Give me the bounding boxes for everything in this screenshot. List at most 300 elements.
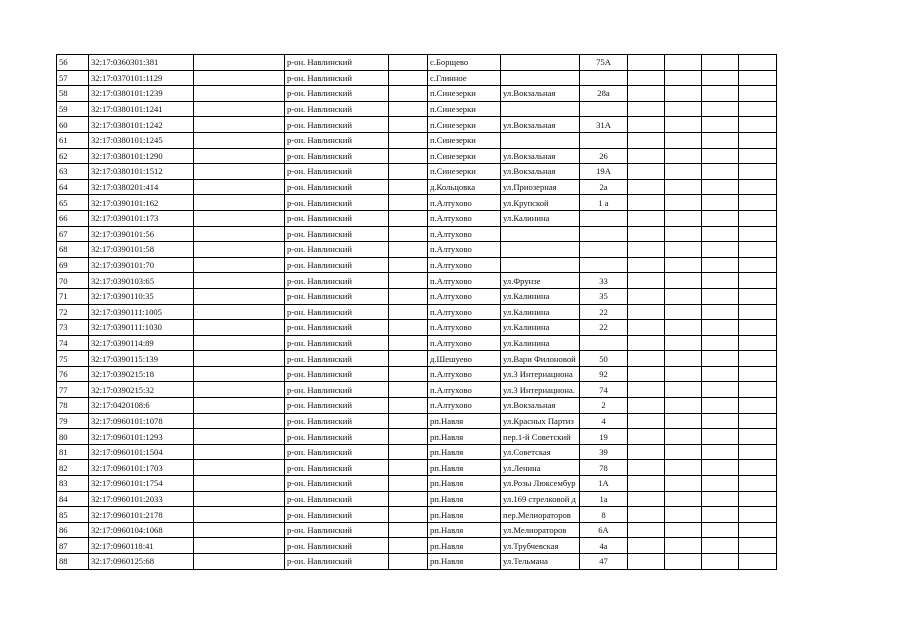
district-cell: р-он. Навлинский [285, 351, 389, 367]
table-row [57, 538, 777, 554]
house-number-cell [580, 257, 628, 273]
row-number-cell: 72 [57, 304, 89, 320]
empty-cell [665, 132, 702, 148]
empty-cell [628, 460, 665, 476]
house-number-cell [580, 70, 628, 86]
cadastral-number-cell: 32:17:0960101:2033 [89, 491, 194, 507]
district-cell: р-он. Навлинский [285, 522, 389, 538]
empty-cell [628, 273, 665, 289]
empty-cell [194, 507, 285, 523]
empty-cell [194, 522, 285, 538]
row-number-cell: 82 [57, 460, 89, 476]
district-cell: р-он. Навлинский [285, 226, 389, 242]
settlement-cell: п.Алтухово [428, 288, 501, 304]
street-cell: ул.Вари Филоновой [501, 351, 580, 367]
empty-cell [389, 351, 428, 367]
empty-cell [194, 86, 285, 102]
table-row [57, 366, 777, 382]
empty-cell [389, 226, 428, 242]
row-number-cell: 84 [57, 491, 89, 507]
row-number-cell: 71 [57, 288, 89, 304]
empty-cell [194, 148, 285, 164]
empty-cell [665, 507, 702, 523]
empty-cell [194, 398, 285, 414]
empty-cell [194, 242, 285, 258]
empty-cell [194, 226, 285, 242]
district-cell: р-он. Навлинский [285, 55, 389, 71]
district-cell: р-он. Навлинский [285, 398, 389, 414]
empty-cell [702, 320, 739, 336]
empty-cell [389, 429, 428, 445]
row-number-cell: 78 [57, 398, 89, 414]
empty-cell [389, 460, 428, 476]
row-number-cell: 77 [57, 382, 89, 398]
empty-cell [702, 117, 739, 133]
empty-cell [628, 335, 665, 351]
empty-cell [389, 491, 428, 507]
empty-cell [389, 304, 428, 320]
empty-cell [628, 70, 665, 86]
table-row [57, 413, 777, 429]
empty-cell [739, 382, 777, 398]
district-cell: р-он. Навлинский [285, 86, 389, 102]
empty-cell [702, 366, 739, 382]
empty-cell [628, 507, 665, 523]
empty-cell [389, 273, 428, 289]
district-cell: р-он. Навлинский [285, 335, 389, 351]
street-cell: ул.Калинина [501, 304, 580, 320]
house-number-cell: 2а [580, 179, 628, 195]
empty-cell [628, 398, 665, 414]
settlement-cell: п.Алтухово [428, 226, 501, 242]
empty-cell [739, 538, 777, 554]
district-cell: р-он. Навлинский [285, 273, 389, 289]
street-cell: ул.169 стрелковой д [501, 491, 580, 507]
house-number-cell: 1 а [580, 195, 628, 211]
cadastral-number-cell: 32:17:0960118:41 [89, 538, 194, 554]
empty-cell [665, 444, 702, 460]
cadastral-number-cell: 32:17:0380101:1239 [89, 86, 194, 102]
empty-cell [739, 398, 777, 414]
row-number-cell: 58 [57, 86, 89, 102]
empty-cell [628, 164, 665, 180]
street-cell [501, 242, 580, 258]
district-cell: р-он. Навлинский [285, 242, 389, 258]
empty-cell [628, 179, 665, 195]
empty-cell [702, 226, 739, 242]
table-row [57, 320, 777, 336]
table-row [57, 476, 777, 492]
row-number-cell: 79 [57, 413, 89, 429]
cadastral-number-cell: 32:17:0380101:1245 [89, 132, 194, 148]
empty-cell [665, 538, 702, 554]
settlement-cell: рп.Навля [428, 507, 501, 523]
row-number-cell: 75 [57, 351, 89, 367]
empty-cell [665, 429, 702, 445]
empty-cell [194, 288, 285, 304]
empty-cell [194, 554, 285, 570]
empty-cell [665, 242, 702, 258]
empty-cell [739, 164, 777, 180]
empty-cell [665, 398, 702, 414]
empty-cell [194, 195, 285, 211]
house-number-cell: 33 [580, 273, 628, 289]
settlement-cell: рп.Навля [428, 460, 501, 476]
empty-cell [389, 522, 428, 538]
empty-cell [702, 382, 739, 398]
empty-cell [739, 86, 777, 102]
empty-cell [628, 226, 665, 242]
empty-cell [194, 179, 285, 195]
table-row [57, 554, 777, 570]
house-number-cell: 19А [580, 164, 628, 180]
settlement-cell: п.Алтухово [428, 304, 501, 320]
empty-cell [702, 164, 739, 180]
settlement-cell: д.Шешуево [428, 351, 501, 367]
house-number-cell: 92 [580, 366, 628, 382]
empty-cell [389, 444, 428, 460]
cadastral-number-cell: 32:17:0390215:18 [89, 366, 194, 382]
settlement-cell: рп.Навля [428, 429, 501, 445]
table-row [57, 304, 777, 320]
empty-cell [702, 491, 739, 507]
house-number-cell: 4а [580, 538, 628, 554]
empty-cell [194, 476, 285, 492]
row-number-cell: 62 [57, 148, 89, 164]
empty-cell [739, 351, 777, 367]
house-number-cell: 28а [580, 86, 628, 102]
settlement-cell: п.Алтухово [428, 382, 501, 398]
empty-cell [739, 195, 777, 211]
settlement-cell: рп.Навля [428, 476, 501, 492]
empty-cell [628, 288, 665, 304]
empty-cell [628, 382, 665, 398]
empty-cell [665, 55, 702, 71]
empty-cell [665, 335, 702, 351]
table-row [57, 382, 777, 398]
street-cell: ул.Ленина [501, 460, 580, 476]
empty-cell [194, 257, 285, 273]
table-row [57, 288, 777, 304]
table-row [57, 132, 777, 148]
cadastral-number-cell: 32:17:0390115:139 [89, 351, 194, 367]
house-number-cell [580, 132, 628, 148]
settlement-cell: рп.Навля [428, 444, 501, 460]
cadastral-number-cell: 32:17:0390111:1030 [89, 320, 194, 336]
empty-cell [702, 70, 739, 86]
cadastral-number-cell: 32:17:0960101:2178 [89, 507, 194, 523]
empty-cell [702, 444, 739, 460]
house-number-cell: 47 [580, 554, 628, 570]
empty-cell [702, 351, 739, 367]
street-cell: ул.Вокзальная [501, 117, 580, 133]
cadastral-number-cell: 32:17:0390110:35 [89, 288, 194, 304]
settlement-cell: п.Алтухово [428, 320, 501, 336]
street-cell: ул.Калинина [501, 210, 580, 226]
empty-cell [739, 491, 777, 507]
table-row [57, 351, 777, 367]
empty-cell [702, 86, 739, 102]
empty-cell [628, 86, 665, 102]
cadastral-number-cell: 32:17:0960125:68 [89, 554, 194, 570]
empty-cell [702, 413, 739, 429]
district-cell: р-он. Навлинский [285, 507, 389, 523]
empty-cell [389, 382, 428, 398]
row-number-cell: 86 [57, 522, 89, 538]
cadastral-number-cell: 32:17:0390101:173 [89, 210, 194, 226]
district-cell: р-он. Навлинский [285, 554, 389, 570]
district-cell: р-он. Навлинский [285, 491, 389, 507]
settlement-cell: п.Синезерки [428, 164, 501, 180]
table-row [57, 335, 777, 351]
empty-cell [739, 226, 777, 242]
cadastral-number-cell: 32:17:0390101:58 [89, 242, 194, 258]
row-number-cell: 85 [57, 507, 89, 523]
empty-cell [739, 554, 777, 570]
empty-cell [739, 70, 777, 86]
empty-cell [389, 117, 428, 133]
empty-cell [702, 522, 739, 538]
empty-cell [739, 288, 777, 304]
empty-cell [739, 148, 777, 164]
empty-cell [702, 179, 739, 195]
empty-cell [628, 351, 665, 367]
cadastral-number-cell: 32:17:0960101:1078 [89, 413, 194, 429]
empty-cell [739, 242, 777, 258]
empty-cell [194, 117, 285, 133]
street-cell: ул.Тельмана [501, 554, 580, 570]
empty-cell [739, 429, 777, 445]
table-row [57, 101, 777, 117]
empty-cell [194, 413, 285, 429]
settlement-cell: рп.Навля [428, 522, 501, 538]
row-number-cell: 88 [57, 554, 89, 570]
house-number-cell: 74 [580, 382, 628, 398]
row-number-cell: 81 [57, 444, 89, 460]
empty-cell [665, 288, 702, 304]
house-number-cell: 78 [580, 460, 628, 476]
street-cell: ул.Вокзальная [501, 148, 580, 164]
district-cell: р-он. Навлинский [285, 195, 389, 211]
empty-cell [194, 320, 285, 336]
house-number-cell [580, 242, 628, 258]
empty-cell [702, 55, 739, 71]
empty-cell [628, 444, 665, 460]
cadastral-number-cell: 32:17:0390215:32 [89, 382, 194, 398]
cadastral-number-cell: 32:17:0420108:6 [89, 398, 194, 414]
empty-cell [739, 304, 777, 320]
district-cell: р-он. Навлинский [285, 288, 389, 304]
table-row [57, 70, 777, 86]
street-cell [501, 55, 580, 71]
house-number-cell: 50 [580, 351, 628, 367]
table-row [57, 55, 777, 71]
table-row [57, 86, 777, 102]
district-cell: р-он. Навлинский [285, 164, 389, 180]
street-cell: ул.Красных Партиз [501, 413, 580, 429]
empty-cell [389, 413, 428, 429]
district-cell: р-он. Навлинский [285, 179, 389, 195]
house-number-cell [580, 101, 628, 117]
empty-cell [702, 538, 739, 554]
house-number-cell: 1А [580, 476, 628, 492]
empty-cell [739, 366, 777, 382]
empty-cell [628, 320, 665, 336]
district-cell: р-он. Навлинский [285, 476, 389, 492]
table-row [57, 273, 777, 289]
street-cell: ул.Советская [501, 444, 580, 460]
table-row [57, 522, 777, 538]
cadastral-number-cell: 32:17:0380101:1242 [89, 117, 194, 133]
table-row [57, 195, 777, 211]
empty-cell [389, 538, 428, 554]
empty-cell [665, 257, 702, 273]
district-cell: р-он. Навлинский [285, 444, 389, 460]
empty-cell [194, 70, 285, 86]
cadastral-number-cell: 32:17:0960101:1504 [89, 444, 194, 460]
street-cell: ул.Розы Люксембур [501, 476, 580, 492]
settlement-cell: п.Синезерки [428, 117, 501, 133]
district-cell: р-он. Навлинский [285, 101, 389, 117]
table-row [57, 164, 777, 180]
district-cell: р-он. Навлинский [285, 320, 389, 336]
empty-cell [389, 288, 428, 304]
empty-cell [702, 273, 739, 289]
empty-cell [194, 304, 285, 320]
empty-cell [665, 366, 702, 382]
empty-cell [739, 117, 777, 133]
cadastral-number-cell: 32:17:0380101:1512 [89, 164, 194, 180]
street-cell: ул.3 Интернациона [501, 366, 580, 382]
empty-cell [389, 476, 428, 492]
row-number-cell: 66 [57, 210, 89, 226]
settlement-cell: п.Алтухово [428, 257, 501, 273]
street-cell: ул.Вокзальная [501, 86, 580, 102]
empty-cell [739, 210, 777, 226]
row-number-cell: 73 [57, 320, 89, 336]
settlement-cell: п.Алтухово [428, 242, 501, 258]
empty-cell [194, 382, 285, 398]
empty-cell [389, 335, 428, 351]
district-cell: р-он. Навлинский [285, 538, 389, 554]
empty-cell [739, 179, 777, 195]
row-number-cell: 63 [57, 164, 89, 180]
settlement-cell: рп.Навля [428, 491, 501, 507]
house-number-cell: 1а [580, 491, 628, 507]
empty-cell [628, 148, 665, 164]
empty-cell [665, 195, 702, 211]
empty-cell [702, 476, 739, 492]
empty-cell [389, 195, 428, 211]
house-number-cell: 6А [580, 522, 628, 538]
empty-cell [389, 55, 428, 71]
empty-cell [702, 242, 739, 258]
table-row [57, 179, 777, 195]
empty-cell [665, 382, 702, 398]
settlement-cell: рп.Навля [428, 554, 501, 570]
empty-cell [665, 351, 702, 367]
empty-cell [628, 522, 665, 538]
property-registry-table [56, 54, 777, 570]
row-number-cell: 74 [57, 335, 89, 351]
table-row [57, 226, 777, 242]
empty-cell [702, 288, 739, 304]
row-number-cell: 57 [57, 70, 89, 86]
empty-cell [739, 132, 777, 148]
street-cell: ул.Фрунзе [501, 273, 580, 289]
empty-cell [194, 164, 285, 180]
cadastral-number-cell: 32:17:0390103:65 [89, 273, 194, 289]
settlement-cell: п.Синезерки [428, 86, 501, 102]
house-number-cell [580, 335, 628, 351]
table-row [57, 242, 777, 258]
empty-cell [628, 101, 665, 117]
cadastral-number-cell: 32:17:0390101:162 [89, 195, 194, 211]
empty-cell [389, 507, 428, 523]
empty-cell [628, 413, 665, 429]
street-cell [501, 257, 580, 273]
row-number-cell: 67 [57, 226, 89, 242]
house-number-cell: 35 [580, 288, 628, 304]
empty-cell [739, 522, 777, 538]
row-number-cell: 61 [57, 132, 89, 148]
empty-cell [389, 179, 428, 195]
settlement-cell: п.Синезерки [428, 132, 501, 148]
empty-cell [628, 554, 665, 570]
street-cell: пер.Мелиораторов [501, 507, 580, 523]
street-cell: пер.1-й Советский [501, 429, 580, 445]
empty-cell [628, 132, 665, 148]
street-cell [501, 101, 580, 117]
empty-cell [665, 210, 702, 226]
empty-cell [702, 148, 739, 164]
settlement-cell: рп.Навля [428, 538, 501, 554]
table-row [57, 429, 777, 445]
empty-cell [389, 164, 428, 180]
empty-cell [739, 476, 777, 492]
district-cell: р-он. Навлинский [285, 257, 389, 273]
row-number-cell: 69 [57, 257, 89, 273]
cadastral-number-cell: 32:17:0390111:1005 [89, 304, 194, 320]
row-number-cell: 70 [57, 273, 89, 289]
empty-cell [739, 444, 777, 460]
district-cell: р-он. Навлинский [285, 413, 389, 429]
district-cell: р-он. Навлинский [285, 70, 389, 86]
table-row [57, 460, 777, 476]
empty-cell [628, 366, 665, 382]
empty-cell [628, 117, 665, 133]
empty-cell [389, 70, 428, 86]
empty-cell [628, 195, 665, 211]
empty-cell [739, 413, 777, 429]
street-cell [501, 226, 580, 242]
row-number-cell: 59 [57, 101, 89, 117]
table-row [57, 210, 777, 226]
settlement-cell: п.Алтухово [428, 273, 501, 289]
empty-cell [628, 491, 665, 507]
empty-cell [702, 335, 739, 351]
empty-cell [389, 257, 428, 273]
empty-cell [665, 460, 702, 476]
district-cell: р-он. Навлинский [285, 148, 389, 164]
empty-cell [739, 507, 777, 523]
street-cell: ул.Калинина [501, 320, 580, 336]
district-cell: р-он. Навлинский [285, 382, 389, 398]
street-cell: ул.Трубчевская [501, 538, 580, 554]
settlement-cell: с.Борщево [428, 55, 501, 71]
empty-cell [194, 335, 285, 351]
house-number-cell: 4 [580, 413, 628, 429]
